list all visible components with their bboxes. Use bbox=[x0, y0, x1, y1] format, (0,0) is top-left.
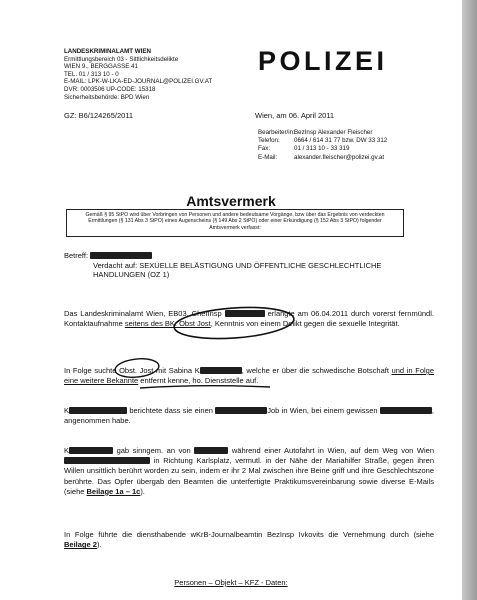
issuer-org: LANDESKRIMINALAMT WIEN bbox=[64, 48, 151, 55]
text-span: K bbox=[64, 446, 70, 455]
redaction-bar bbox=[69, 447, 113, 454]
text-span: ). bbox=[96, 540, 102, 550]
redaction-bar bbox=[215, 407, 267, 414]
subject-label: Betreff: bbox=[64, 251, 89, 260]
redaction-bar bbox=[194, 447, 228, 454]
underlined-text: seitens des BK. Obst Jost bbox=[124, 319, 211, 329]
contact-value: 01 / 313 10 - 33 319 bbox=[294, 145, 350, 153]
contact-value: alexander.fleischer@polizei.gv.at bbox=[294, 153, 385, 161]
subject-line: HANDLUNGEN (OZ 1) bbox=[93, 270, 170, 279]
text-span: Job in Wien, bei einem gewissen bbox=[267, 406, 378, 415]
text-span: , Kenntnis von einem Delikt gegen die bbox=[210, 319, 337, 329]
paragraph-5 bbox=[64, 530, 434, 550]
legal-notice-line: Ermittlungen (§ 131 Abs 3 StPO) eines Augenscheins (§ 149 Abs 2 StPO) oder einer Erkundigung (§ 152 Abs 3 StPO) folgender bbox=[88, 218, 382, 225]
text-span: während einer Autofahrt in Wien, auf dem Weg von bbox=[231, 446, 414, 455]
issuer-line: Sicherheitsbehörde: BPD Wien bbox=[64, 93, 150, 101]
issuer-line: Ermittlungsbereich 03 - Sittlichkeitsdelikte bbox=[64, 55, 179, 63]
polizei-logo: POLIZEI bbox=[258, 46, 388, 76]
page-edge-shadow bbox=[462, 0, 477, 600]
document-date: Wien, am 06. April 2011 bbox=[255, 111, 335, 120]
contact-row bbox=[258, 154, 387, 162]
redaction-bar bbox=[64, 457, 150, 464]
redaction-bar bbox=[69, 407, 127, 414]
contact-block bbox=[258, 129, 387, 162]
text-span: entfernt kenne, ho. Dienststelle auf. bbox=[138, 376, 259, 386]
text-span: sexuelle Integrität. bbox=[338, 319, 400, 329]
contact-row bbox=[258, 137, 387, 145]
text-span: Wien bbox=[416, 446, 434, 455]
redaction-bar bbox=[225, 310, 265, 317]
text-span: erlangte am 06.04.2011 durch vorerst bbox=[267, 309, 396, 318]
text-span: berichtete dass sie einen bbox=[127, 406, 216, 415]
subject-block bbox=[64, 251, 381, 280]
issuer-line: WIEN 9., BERGGASSE 41 bbox=[64, 63, 138, 71]
paragraph-1 bbox=[64, 309, 434, 329]
text-span: In Folge führte die diensthabende wKrB-Journalbeamtin BezInsp Ivkovits die Vernehmung durch bbox=[64, 530, 409, 539]
contact-label: Fax: bbox=[258, 145, 271, 153]
text-span: gab sinngem. an von bbox=[113, 446, 191, 455]
contact-value: 0664 / 614 31 77 bzw. DW 33 312 bbox=[294, 137, 388, 145]
text-span: (siehe bbox=[413, 530, 434, 539]
text-span: Das Landeskriminalamt Wien, EB03, ChefInsp bbox=[64, 309, 222, 318]
underlined-text: und in Folge eine weitere Bekannte bbox=[64, 366, 435, 386]
paragraph-4 bbox=[64, 446, 434, 497]
legal-notice-line: Gemäß § 95 StPO wird über Vorbringen von Personen und andere bedeutsame Vorgänge, bzw über das Ergebnis von verdeckten bbox=[85, 212, 385, 218]
redaction-bar bbox=[380, 407, 432, 414]
contact-label: Bearbeiter/in: bbox=[258, 129, 295, 136]
text-span: und ihre Geschlechtszone berührte. Das Opfer übergab den Beamten die unterfertigte bbox=[64, 466, 434, 486]
paragraph-2 bbox=[64, 366, 434, 386]
text-span: gegen ihren Willen unsittlich berührt worden zu sein, indem er ihr 2 Mal zwischen ihre Beine griff bbox=[64, 456, 435, 476]
redaction-bar bbox=[90, 252, 152, 259]
issuer-header bbox=[64, 48, 212, 101]
subject-line: Verdacht auf: SEXUELLE BELÄSTIGUNG UND ÖFFENTLICHE GESCHLECHTLICHE bbox=[93, 260, 382, 270]
text-span: ). bbox=[140, 486, 145, 496]
text-span: K bbox=[64, 406, 70, 415]
contact-value: BezInsp Alexander Fleischer bbox=[294, 129, 373, 136]
text-span: Praktikumsvereinbarung sowie diverse E-Mails (siehe bbox=[64, 476, 434, 496]
legal-notice-box bbox=[66, 209, 404, 237]
paragraph-3 bbox=[64, 406, 434, 426]
issuer-line: TEL. 01 / 313 10 - 0 bbox=[64, 70, 119, 78]
document-title: Amtsvermerk bbox=[186, 193, 276, 209]
redaction-bar bbox=[200, 367, 242, 374]
attachment-reference: Beilage 1a – 1c bbox=[86, 486, 141, 496]
section-heading: Personen – Objekt – KFZ - Daten: bbox=[174, 578, 288, 587]
text-span: , welche er über die schwedische Botschaft bbox=[241, 366, 389, 375]
attachment-reference: Beilage 2 bbox=[64, 540, 97, 550]
text-span: in Richtung Karlsplatz, vermutl. in der Nähe der Mariahilfer Straße, bbox=[153, 456, 390, 466]
file-number: GZ: B6/124265/2011 bbox=[64, 111, 134, 120]
legal-notice-line: Amtsvermerk verfasst: bbox=[209, 224, 261, 231]
text-span: In Folge suchte Obst. Jost mit Sabina K bbox=[64, 366, 200, 375]
issuer-line: E-MAIL: LPK-W-LKA-ED-JOURNAL@POLIZEI.GV.AT bbox=[64, 78, 213, 86]
text-span: fernmündl. Kontaktaufnahme bbox=[64, 309, 434, 329]
issuer-line: DVR: 0003506 UP-CODE: 15318 bbox=[64, 85, 156, 93]
contact-label: E-Mail: bbox=[258, 153, 278, 161]
text-span: , angenommen habe. bbox=[64, 406, 434, 426]
contact-row bbox=[258, 145, 387, 153]
contact-label: Telefon: bbox=[258, 137, 280, 145]
contact-row bbox=[258, 129, 387, 137]
